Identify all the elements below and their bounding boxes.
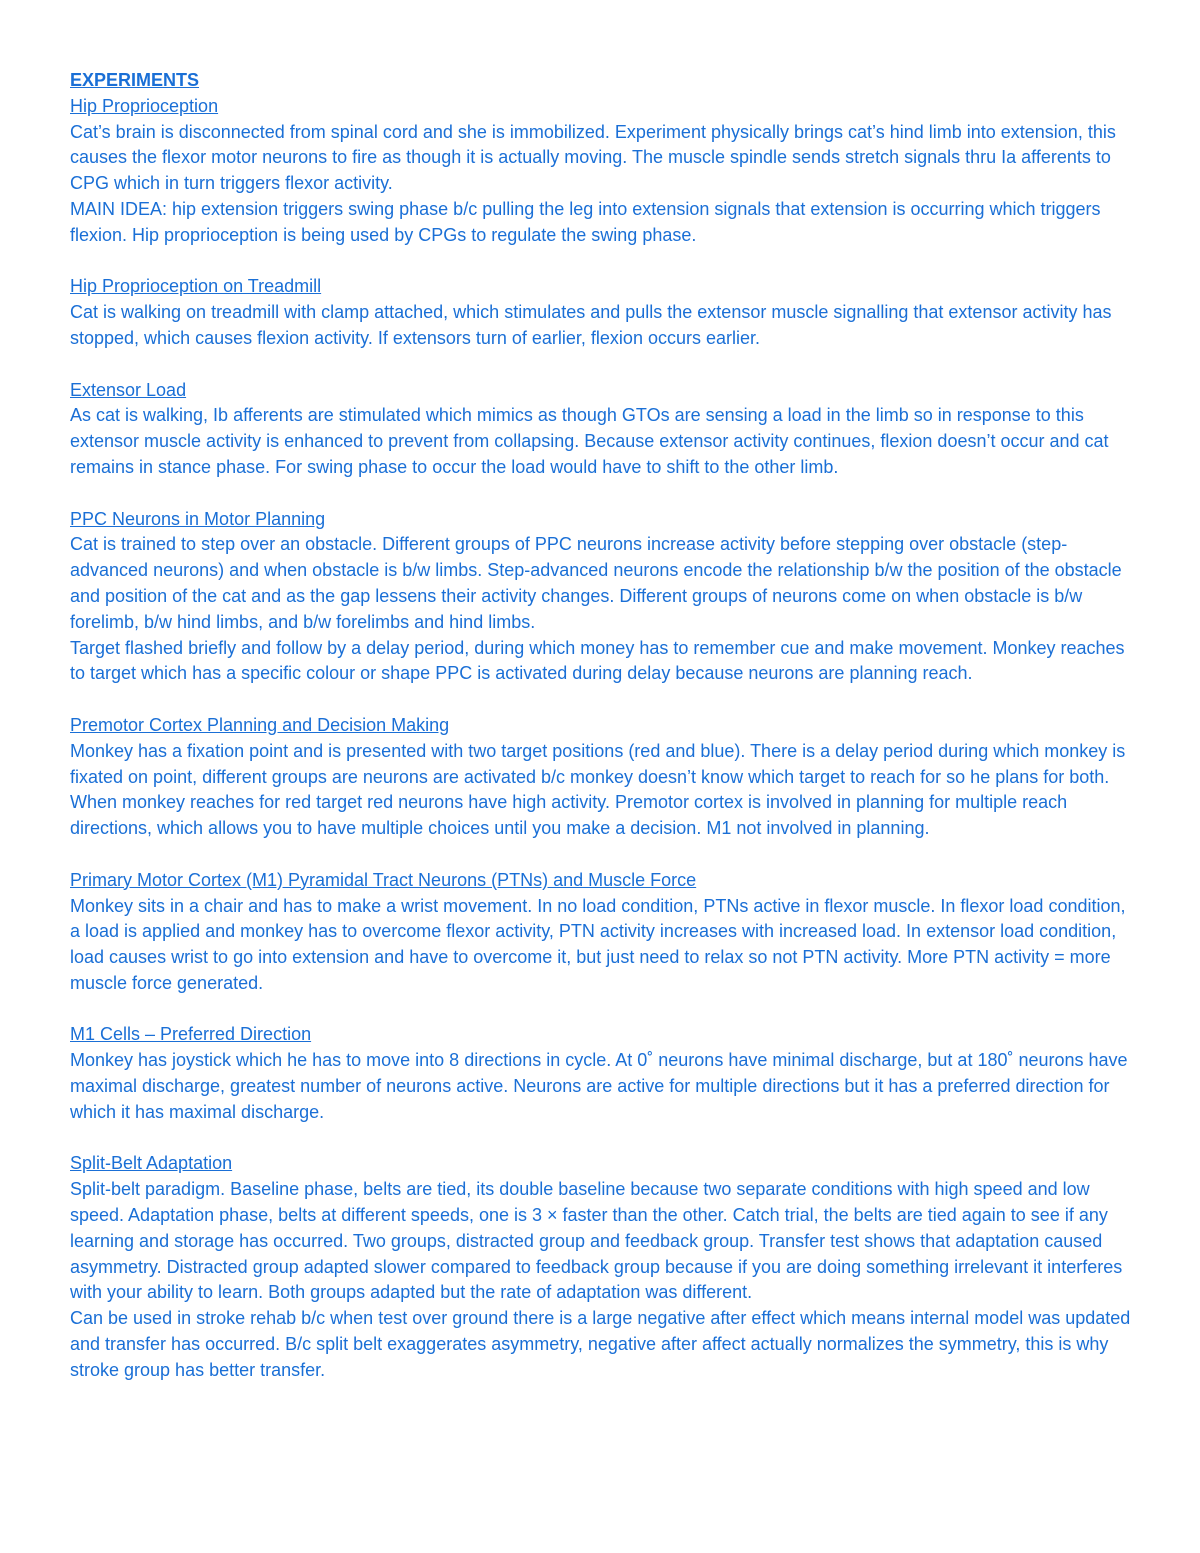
document-title: EXPERIMENTS bbox=[70, 70, 200, 90]
section-ppc-neurons bbox=[70, 507, 1138, 688]
section-split-belt-adaptation bbox=[70, 1151, 1138, 1383]
section-hip-proprioception-treadmill bbox=[70, 274, 1138, 351]
paragraph: Target flashed briefly and follow by a delay period, during which money has to remember cue and make movement. Monkey reaches to target which has a specific colour or shape PPC is activated during delay because neurons are planning reach. bbox=[70, 637, 1125, 684]
section-heading: Primary Motor Cortex (M1) Pyramidal Tract Neurons (PTNs) and Muscle Force bbox=[70, 869, 697, 890]
section-m1-preferred-direction bbox=[70, 1022, 1138, 1125]
section-heading: Split-Belt Adaptation bbox=[70, 1153, 233, 1174]
section-heading: Hip Proprioception bbox=[70, 95, 219, 116]
paragraph: As cat is walking, Ib afferents are stimulated which mimics as though GTOs are sensing a load in the limb so in response to this extensor muscle activity is enhanced to prevent from collapsing. Because extensor activity continues, flexion doesn’t occur and cat remains in stance phase. For swing phase to occur the load would have to shift to the other limb. bbox=[70, 405, 1109, 477]
section-premotor-cortex bbox=[70, 713, 1138, 842]
section-heading: PPC Neurons in Motor Planning bbox=[70, 508, 326, 529]
section-heading: Premotor Cortex Planning and Decision Making bbox=[70, 714, 450, 735]
section-heading: Hip Proprioception on Treadmill bbox=[70, 276, 322, 297]
paragraph: Cat is trained to step over an obstacle. Different groups of PPC neurons increase activity before stepping over obstacle (step-advanced neurons) and when obstacle is b/w limbs. Step-advanced neurons encode the relationship b/w the position of the obstacle and position of the cat and as the gap lessens their activity changes. Different groups of neurons come on when obstacle is b/w forelimb, b/w hind limbs, and b/w forelimbs and hind limbs. bbox=[70, 534, 1122, 632]
section-heading: M1 Cells – Preferred Direction bbox=[70, 1024, 312, 1045]
document-page bbox=[70, 68, 1138, 1409]
paragraph: Monkey sits in a chair and has to make a wrist movement. In no load condition, PTNs active in flexor muscle. In flexor load condition, a load is applied and monkey has to overcome flexor activity, PTN activity increases with increased load. In extensor load condition, load causes wrist to go into extension and have to overcome it, but just need to relax so not PTN activity. More PTN activity = more muscle force generated. bbox=[70, 895, 1126, 993]
section-primary-motor-cortex bbox=[70, 868, 1138, 997]
paragraph: Can be used in stroke rehab b/c when test over ground there is a large negative after effect which means internal model was updated and transfer has occurred. B/c split belt exaggerates asymmetry, negative after affect actually normalizes the symmetry, this is why stroke group has better transfer. bbox=[70, 1308, 1131, 1380]
section-heading: Extensor Load bbox=[70, 379, 187, 400]
paragraph: Monkey has a fixation point and is presented with two target positions (red and blue). There is a delay period during which monkey is fixated on point, different groups are neurons are activated b/c monkey doesn’t know which target to reach for so he plans for both. When monkey reaches for red target red neurons have high activity. Premotor cortex is involved in planning for multiple reach directions, which allows you to have multiple choices until you make a decision. M1 not involved in planning. bbox=[70, 740, 1126, 839]
paragraph: Cat’s brain is disconnected from spinal cord and she is immobilized. Experiment physically brings cat’s hind limb into extension, this causes the flexor motor neurons to fire as though it is actually moving. The muscle spindle sends stretch signals thru Ia afferents to CPG which in turn triggers flexor activity. bbox=[70, 121, 1116, 194]
paragraph: Split-belt paradigm. Baseline phase, belts are tied, its double baseline because two separate conditions with high speed and low speed. Adaptation phase, belts at different speeds, one is 3 × faster than the other. Catch trial, the belts are tied again to see if any learning and storage has occurred. Two groups, distracted group and feedback group. Transfer test shows that adaptation caused asymmetry. Distracted group adapted slower compared to feedback group because if you are doing something irrelevant it interferes with your ability to learn. Both groups adapted but the rate of adaptation was different. bbox=[70, 1179, 1123, 1303]
paragraph: Cat is walking on treadmill with clamp attached, which stimulates and pulls the extensor muscle signalling that extensor activity has stopped, which causes flexion activity. If extensors turn of earlier, flexion occurs earlier. bbox=[70, 302, 1112, 348]
paragraph: MAIN IDEA: hip extension triggers swing phase b/c pulling the leg into extension signals that extension is occurring which triggers flexion. Hip proprioception is being used by CPGs to regulate the swing phase. bbox=[70, 198, 1101, 245]
section-extensor-load bbox=[70, 378, 1138, 481]
paragraph: Monkey has joystick which he has to move into 8 directions in cycle. At 0˚ neurons have minimal discharge, but at 180˚ neurons have maximal discharge, greatest number of neurons active. Neurons are active for multiple directions but it has a preferred direction for which it has maximal discharge. bbox=[70, 1050, 1128, 1122]
section-hip-proprioception bbox=[70, 94, 1138, 249]
